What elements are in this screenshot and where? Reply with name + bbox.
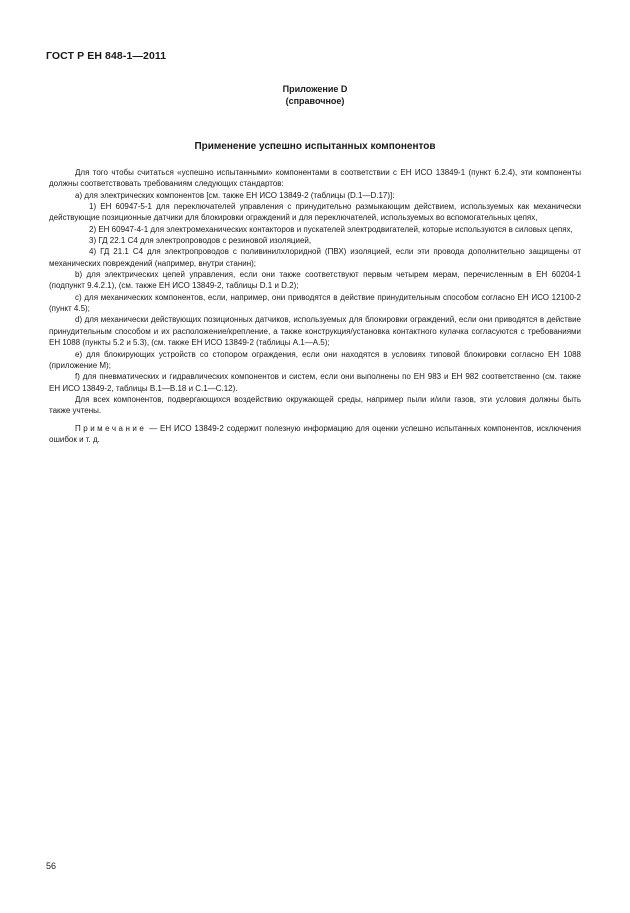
list-item-a1: 1) ЕН 60947-5-1 для переключателей управления с принудительно размыкающим действием, используемых как механически действующие позиционные датчики для блокировки ограждений и для переключателей, используемых во вспомогательных цепях,: [49, 202, 581, 223]
closing-paragraph: Для всех компонентов, подвергающихся воздействию окружающей среды, например пыли и/или газов, эти условия должны быть также учтены.: [49, 394, 581, 416]
list-item-b: b) для электрических цепей управления, если они также соответствуют первым четырем мерам, перечисленным в ЕН 60204-1 (подпункт 9.4.2.1), (см. также ЕН ИСО 13849-2, таблицы D.1 и D.2);: [49, 270, 581, 291]
list-item-d: d) для механически действующих позиционных датчиков, используемых для блокировки ограждений, если они приводятся в действие принудительным способом и их расположение/крепление, а также конструкция/установка контактного кулачка согласуются с требованиями ЕН 1088 (пункты 5.2 и 5.3), (см. также ЕН ИСО 13849-2 (таблицы А.1—А.5);: [49, 315, 581, 348]
list-item-a4: 4) ГД 21.1 С4 для электропроводов с поливинилхлоридной (ПВХ) изоляцией, если эти провода дополнительно защищены от механических повреждений (например, внутри станин);: [49, 247, 581, 268]
appendix-title: Приложение D: [282, 84, 348, 94]
list-item-e: е) для блокирующих устройств со стопором ограждения, если они находятся в условиях типовой блокировки согласно ЕН 1088 (приложение М);: [49, 349, 581, 370]
appendix-title-block: [0, 83, 630, 107]
list-item-c: с) для механических компонентов, если, например, они приводятся в действие принудительным способом согласно ЕН ИСО 12100-2 (пункт 4.5);: [49, 292, 581, 314]
document-code: ГОСТ Р ЕН 848-1—2011: [46, 50, 167, 62]
note-paragraph: [49, 423, 581, 446]
list-item-f: f) для пневматических и гидравлических компонентов и систем, если они выполнены по ЕН 983 и ЕН 982 соответственно (см. также ЕН ИСО 13849-2, таблицы В.1—В.18 и С.1—С.12).: [49, 372, 581, 393]
list-item-a: а) для электрических компонентов [см. также ЕН ИСО 13849-2 (таблицы (D.1—D.17)]:: [75, 190, 395, 200]
intro-paragraph: Для того чтобы считаться «успешно испытанными» компонентами в соответствии с ЕН ИСО 13849-1 (пункт 6.2.4), эти компоненты должны соответствовать требованиям следующих стандартов:: [49, 168, 581, 189]
appendix-subtitle: (справочное): [285, 96, 345, 106]
note-text: — ЕН ИСО 13849-2 содержит полезную информацию для оценки успешно испытанных компонентов, исключения ошибок и т. д.: [49, 423, 581, 444]
list-item-a3: 3) ГД 22.1 С4 для электропроводов с резиновой изоляцией,: [89, 236, 312, 246]
list-item-a2: 2) ЕН 60947-4-1 для электромеханических контакторов и пускателей электродвигателей, которые используются в силовых цепях,: [89, 224, 573, 234]
note-label: Примечание: [75, 423, 147, 433]
section-heading: Применение успешно испытанных компонентов: [194, 141, 436, 152]
body-text: [49, 167, 581, 445]
page-number: 56: [46, 861, 57, 871]
